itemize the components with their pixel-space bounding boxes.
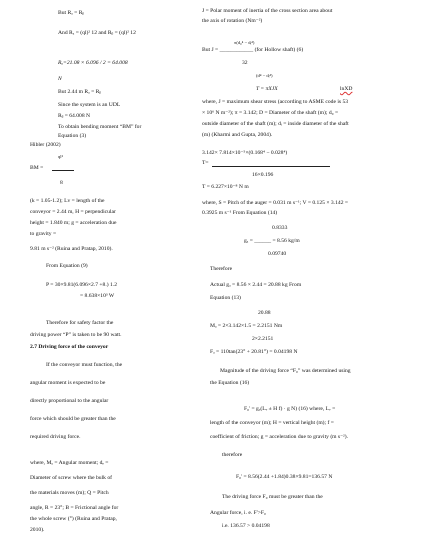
equation-line: Mₐ = 2×3.142×1.5 = 2.2151 Nm bbox=[210, 323, 283, 329]
text-line: therefore bbox=[222, 452, 243, 458]
bm-denominator: 8 bbox=[60, 180, 63, 186]
fraction-bar bbox=[52, 170, 74, 171]
equation-denominator: 16×0.196 bbox=[252, 172, 274, 178]
equation-numerator: 3.142× 7.814×10⁻⁵×(0.168⁴ − 0.028⁴) bbox=[202, 150, 288, 156]
equation-result: T = 6.227×10⁻⁸ N m bbox=[202, 184, 249, 190]
equation-line: F₀' = 8.56(2.44 +1.84)0.38×9.81=136.57 N bbox=[236, 474, 333, 480]
text-line: From Equation (9) bbox=[46, 263, 88, 269]
text-line: to gravity = bbox=[30, 231, 57, 237]
fraction-bar bbox=[212, 166, 330, 167]
text-line: outside diameter of the shaft (m); dᵢ = inside diameter of the shaft bbox=[202, 121, 349, 127]
equation-line: gₐ = ______ = 8.56 kg/m bbox=[244, 238, 300, 244]
equation-line: P = 30×9.81(6.096×2.7 +8.) 1.2 bbox=[46, 282, 117, 288]
text-line: But 2.44 m Rₐ = Rᵦ bbox=[58, 89, 101, 95]
text-line: To obtain bending moment “BM” for bbox=[58, 124, 142, 130]
text-line: the whole screw (°) (Ruina and Pratap, bbox=[30, 516, 117, 522]
text-line: where, Mₐ = Angular moment; dₑ = bbox=[30, 460, 109, 466]
text-line: Magnitude of the driving force “F₀” was determined using bbox=[220, 368, 351, 374]
equation-fragment: lnXD bbox=[340, 86, 353, 92]
text-line: J = Polar moment of inertia of the cross section area about bbox=[202, 8, 333, 14]
equation-line: But J = ____________ (for Hollow shaft) (6) bbox=[202, 47, 304, 53]
text-line: N bbox=[58, 76, 62, 82]
text-line: 2010). bbox=[30, 527, 45, 533]
text-line: the Equation (16) bbox=[210, 380, 250, 386]
equation-lhs: T= bbox=[202, 160, 209, 166]
equation-fragment: (d⁴ − dᵢ⁴) bbox=[256, 73, 273, 78]
text-line: Equation (3) bbox=[58, 133, 87, 139]
text-line: (m) (Kharmi and Gupta, 2004). bbox=[202, 132, 273, 138]
equation-numerator: 0.8333 bbox=[272, 225, 288, 231]
text-line: Rₐ=21.08 × 6.096 / 2 = 64.008 bbox=[58, 60, 128, 66]
text-line: force which should be greater than the bbox=[30, 416, 116, 422]
text-line: Since the system is an UDL bbox=[58, 102, 121, 108]
text-line: driving power “P” is taken to be 90 watt. bbox=[30, 332, 122, 338]
text-line: directly proportional to the angular bbox=[30, 398, 109, 404]
equation-line: Fₐ = 110tan(23° + 20.81°) = 0.04198 N bbox=[210, 349, 298, 355]
bm-lhs: BM = bbox=[30, 165, 44, 171]
text-line: 0.3925 m s⁻¹ From Equation (14) bbox=[202, 210, 278, 216]
text-line: the materials moves (m); Q = Pitch bbox=[30, 490, 109, 496]
text-line: angular moment is expected to be bbox=[30, 380, 106, 386]
citation-line: Hibler (2002) bbox=[30, 142, 61, 148]
text-line: required driving force. bbox=[30, 434, 81, 440]
text-line: angle, R = 23°; B = Frictional angle for bbox=[30, 505, 119, 511]
equation-numerator: 20.88 bbox=[258, 310, 271, 316]
text-line: Diameter of screw where the bulk of bbox=[30, 475, 113, 481]
text-line: the axis of rotation (Nm⁻²) bbox=[202, 18, 263, 24]
section-heading: 2.7 Driving force of the conveyor bbox=[30, 344, 109, 350]
equation-line: T = πXJX bbox=[256, 86, 278, 92]
equation-denominator: 32 bbox=[242, 60, 248, 66]
text-line: But Rₐ = Rᵦ bbox=[58, 10, 85, 16]
text-line: × 10⁶ N m⁻²); π = 3.142; D = Diameter of the shaft (m); d₀ = bbox=[202, 110, 339, 116]
equation-line: F₀' = gₐ(Lᵥ ± H f) · g N) (16) where, Lᵥ = bbox=[244, 406, 336, 412]
text-line: 9.81 m s⁻² (Ruina and Pratap, 2010). bbox=[30, 246, 113, 252]
text-line: The driving force F₀ must be greater than the bbox=[222, 494, 323, 500]
equation-numerator: π(d₀⁴ − dᵢ⁴) bbox=[234, 40, 255, 45]
text-line: Therefore bbox=[210, 266, 233, 272]
text-line: i.e. 136.57 > 0.04198 bbox=[222, 523, 270, 529]
text-line: Actual gₐ = 8.56 × 2.44 = 20.88 kg From bbox=[210, 282, 302, 288]
text-line: conveyor = 2.44 m, H = perpendicular bbox=[30, 209, 116, 215]
equation-line: = 8.638×10³ W bbox=[80, 293, 115, 299]
text-line: (k = 1.05-1.2); Lv = length of the bbox=[30, 198, 105, 204]
text-line: Therefore for safety factor the bbox=[46, 320, 114, 326]
text-line: where, J = maximum shear stress (according to ASME code is 53 bbox=[202, 99, 349, 105]
text-line: length of the conveyor (m); H = vertical height (m); f = bbox=[210, 420, 334, 426]
text-line: Equation (13) bbox=[210, 295, 241, 301]
text-line: Angular force, i. e. F'>F₀ bbox=[210, 510, 266, 516]
bm-numerator: ql² bbox=[58, 154, 63, 159]
text-line: coefficient of friction; g = acceleration due to gravity (m s⁻²). bbox=[210, 434, 348, 440]
equation-numerator: 2×2.2151 bbox=[252, 336, 274, 342]
text-line: where, S = Pitch of the auger = 0.031 m s⁻¹; V = 0.125 × 3.142 = bbox=[202, 200, 349, 206]
text-line: And Rₐ = (ql)² 12 and Rᵦ = (ql)² 12 bbox=[58, 30, 136, 36]
text-line: height = 1.840 m; g = acceleration due bbox=[30, 220, 117, 226]
text-line: Rᵦ = 64.008 N bbox=[58, 113, 91, 119]
text-line: If the conveyor must function, the bbox=[46, 362, 123, 368]
equation-denominator: 0.09740 bbox=[268, 251, 287, 257]
